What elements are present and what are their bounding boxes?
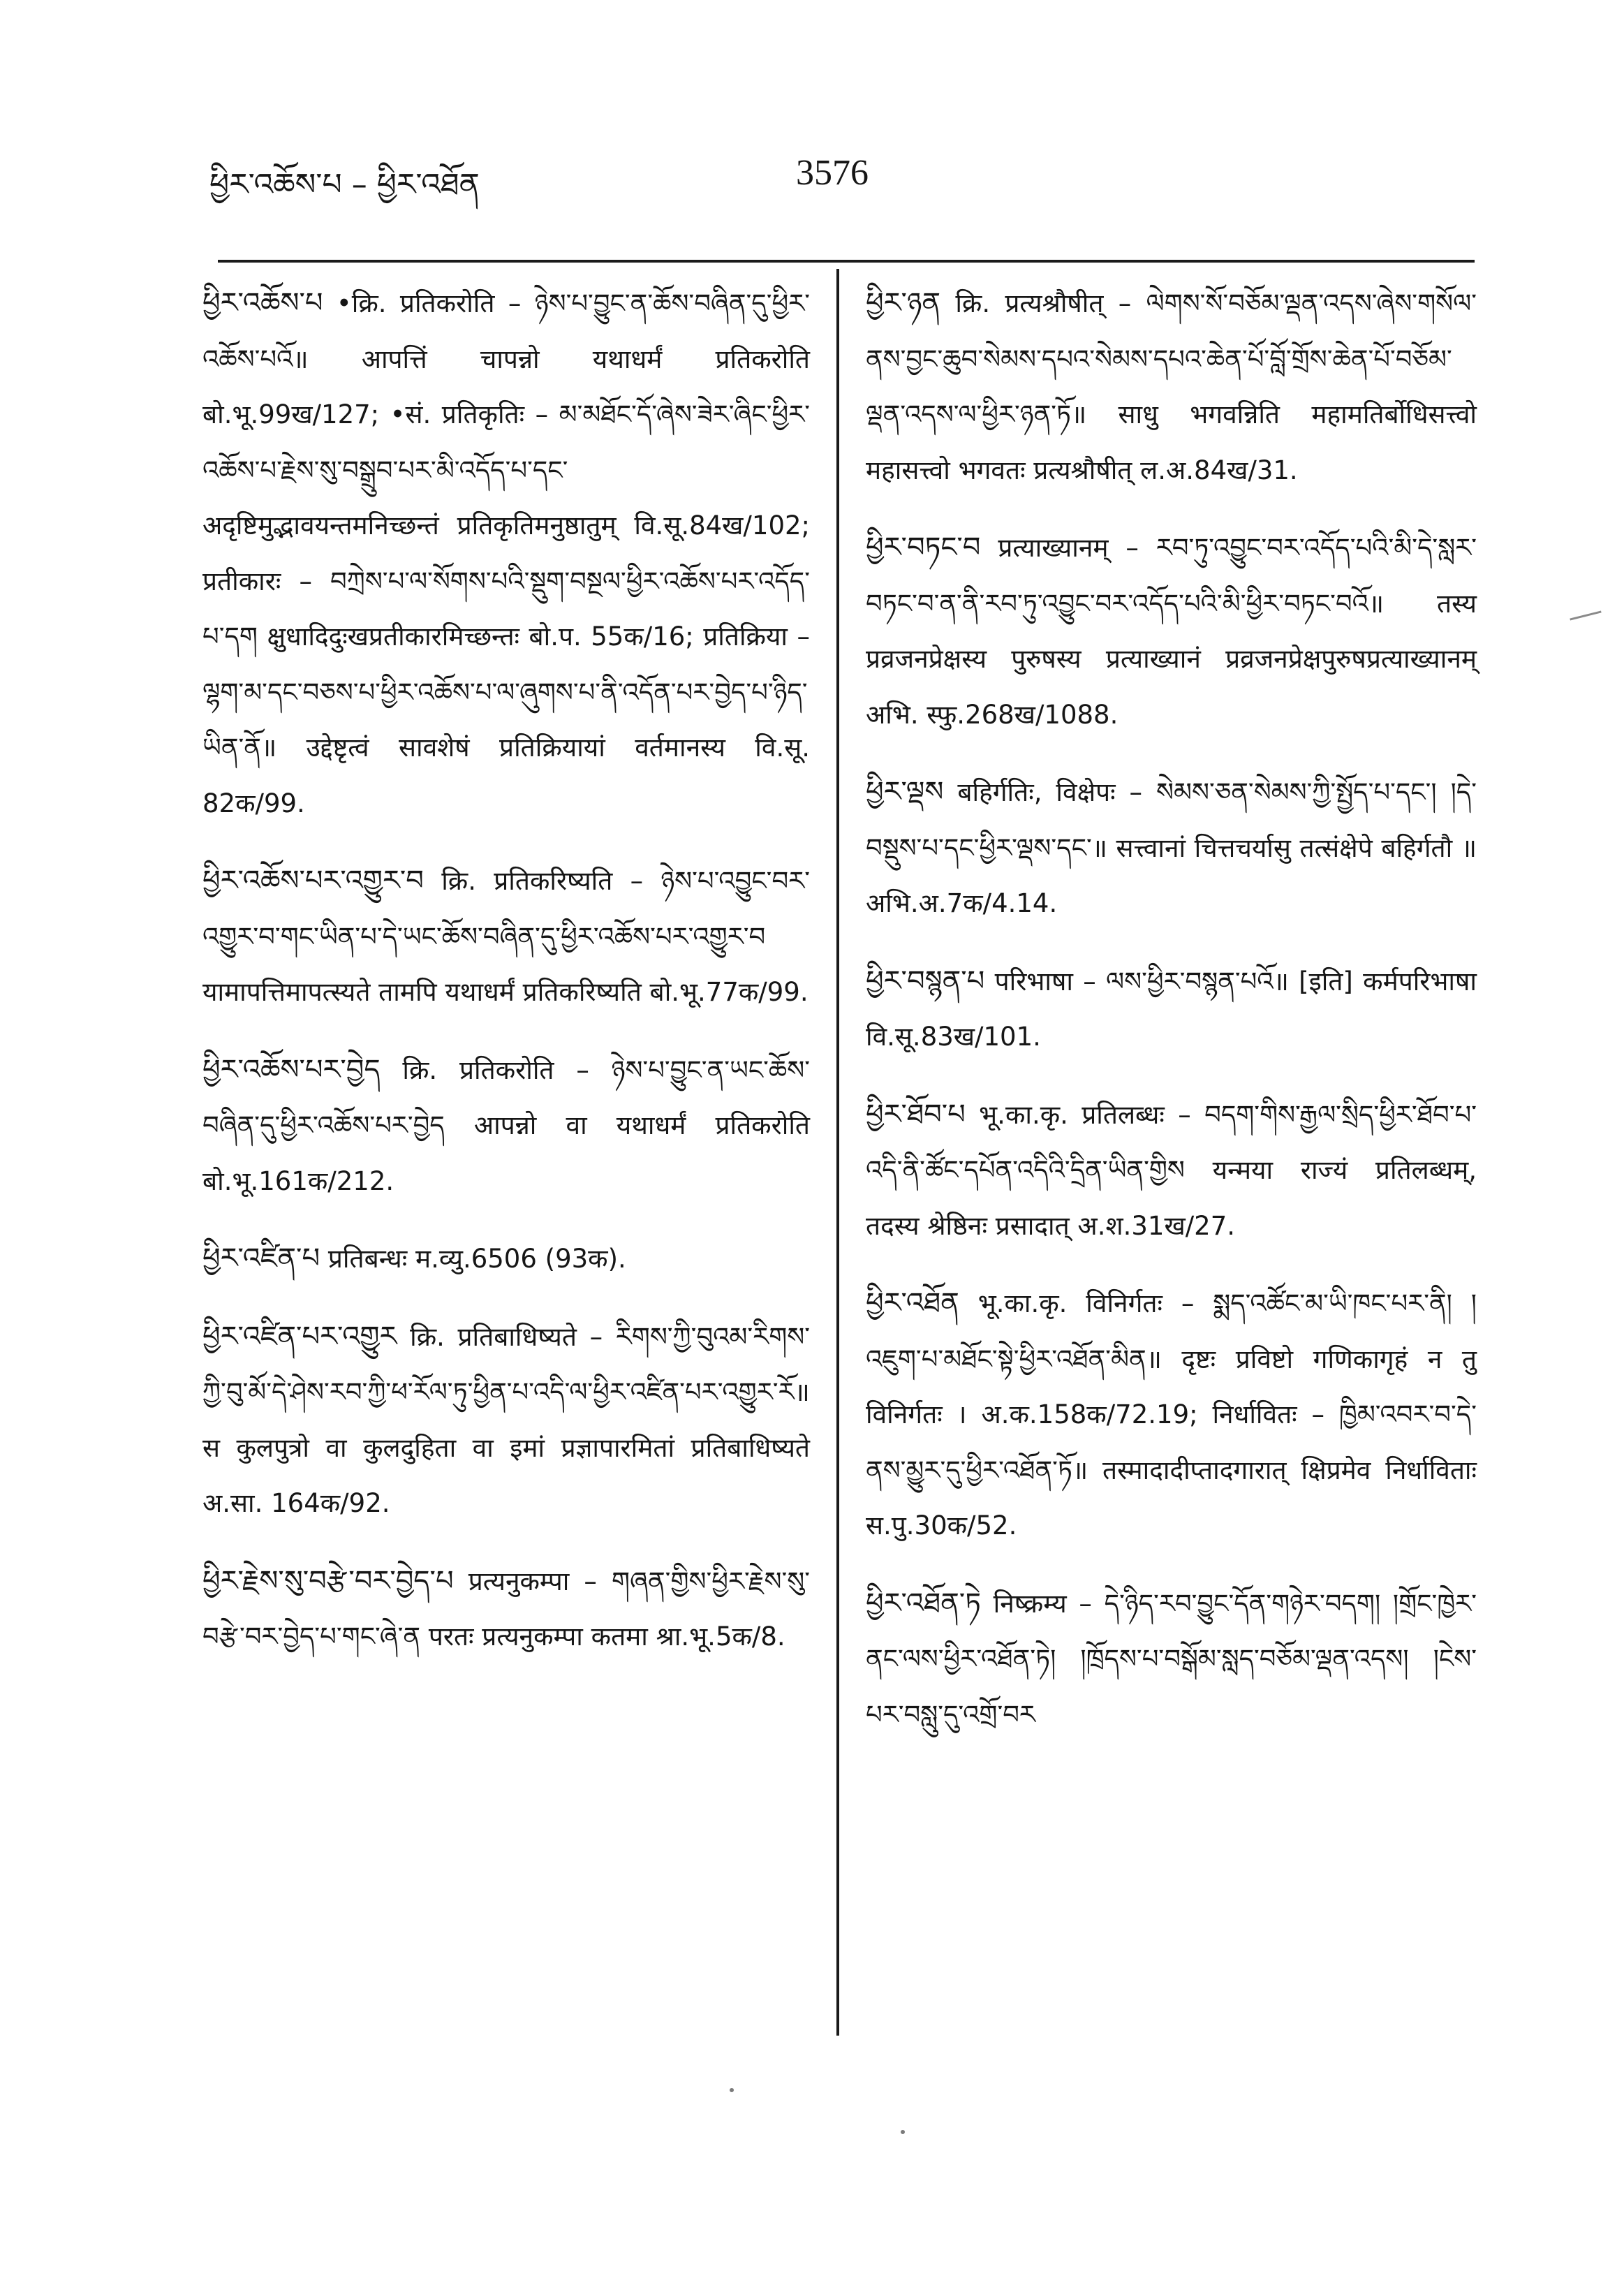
entry-text: निष्क्रम्य – དེ་ཉིད་རབ་བྱུང་དོན་གཉེར་བདག། །གྲོང་ཁྱེར་ནང་ལས་ཕྱིར་འཐོན་ཏེ། །ཁྲོདས་པ་བསྒོམ་སླད་བཅོམ་ལྡན་འདས། །ངེས་པར་བསླུ་དུ་འགྲོ་བར xyxy=(866,1588,1477,1730)
right-column xyxy=(866,276,1477,1765)
entry-text: भू.का.कृ. प्रतिलब्धः – བདག་གིས་རྒྱལ་སྲིད་ཕྱིར་ཐོབ་པ་འདི་ནི་ཚོང་དཔོན་འདིའི་དྲིན་ཡིན་གྱིས यन्मया राज्यं प्रतिलब्धम्, तदस्य श्रेष्ठिनः प्रसादात् अ.श.31ख/27. xyxy=(866,1099,1477,1241)
entry-headword: ཕྱིར་འཐོན xyxy=(866,1287,959,1319)
dictionary-entry xyxy=(866,954,1477,1065)
dictionary-entry xyxy=(866,765,1477,932)
entry-headword: ཕྱིར་འཆོས་པ xyxy=(202,287,323,319)
entry-text: प्रतिबन्धः म.व्यु.6506 (93क). xyxy=(320,1244,626,1274)
dictionary-entry xyxy=(202,276,810,831)
entry-text: क्रि. प्रतिबाधिष्यते – རིགས་ཀྱི་བུའམ་རིགས་ཀྱི་བུ་མོ་དེ་ཤེས་རབ་ཀྱི་ཕ་རོལ་ཏུ་ཕྱིན་པ་འདི་ལ་ཕྱིར་འཛིན་པར་འགྱུར་རོ॥ स कुलपुत्रो वा कुलदुहिता वा इमां प्रज्ञापारमितां प्रतिबाधिष्यते अ.सा. 164क/92. xyxy=(202,1321,810,1518)
page-number: 3576 xyxy=(796,153,869,193)
entry-headword: ཕྱིར་རྗེས་སུ་བརྩེ་བར་བྱེད་པ xyxy=(202,1564,454,1597)
dictionary-entry xyxy=(202,1231,810,1287)
entry-headword: ཕྱིར་འཛིན་པར་འགྱུར xyxy=(202,1320,397,1353)
header-rule xyxy=(218,260,1475,263)
entry-text: •क्रि. प्रतिकरोति – ཉེས་པ་བྱུང་ན་ཆོས་བཞིན་དུ་ཕྱིར་འཆོས་པའོ॥ आपत्तिं चापन्नो यथाधर्मं प्रतिकरोति बो.भू.99ख/127; •सं. प्रतिकृतिः – མ་མཐོང་དོ་ཞེས་ཟེར་ཞིང་ཕྱིར་འཆོས་པ་རྗེས་སུ་བསྒྲུབ་པར་མི་འདོད་པ་དང་ अदृष्टिमुद्भावयन्तमनिच्छन्तं प्रतिकृतिमनुष्ठातुम् वि.सू.84ख/102; प्रतीकारः – བཀྲེས་པ་ལ་སོགས་པའི་སྡུག་བསྔལ་ཕྱིར་འཆོས་པར་འདོད་པ་དག क्षुधादिदुःखप्रतीकारमिच्छन्तः बो.प. 55क/16; प्रतिक्रिया – ལྷག་མ་དང་བཅས་པ་ཕྱིར་འཆོས་པ་ལ་ཞུགས་པ་ནི་འདོན་པར་བྱེད་པ་ཉིད་ཡིན་ནོ॥ उद्देष्टृत्वं सावशेषं प्रतिक्रियायां वर्तमानस्य वि.सू. 82क/99. xyxy=(202,288,810,818)
entry-text: भू.का.कृ. विनिर्गतः – སྨད་འཚོང་མ་ཡི་ཁང་པར་ནི། །འཇུག་པ་མཐོང་སྟེ་ཕྱིར་འཐོན་མིན॥ दृष्टः प्रविष्टो गणिकागृहं न तु विनिर्गतः । अ.क.158क/72.19; निर्धावितः – ཁྱིམ་འབར་བ་དེ་ནས་མྱུར་དུ་ཕྱིར་འཐོན་ཏོ॥ तस्मादादीप्तादगारात् क्षिप्रमेव निर्धाविताः स.पु.30क/52. xyxy=(866,1288,1477,1541)
entry-text: प्रत्याख्यानम् – རབ་ཏུ་འབྱུང་བར་འདོད་པའི་མི་དེ་སླར་བཏང་བ་ན་ནི་རབ་ཏུ་འབྱུང་བར་འདོད་པའི་མི་ཕྱིར་བཏང་བའོ॥ तस्य प्रव्रजनप्रेक्षस्य पुरुषस्य प्रत्याख्यानं प्रव्रजनप्रेक्षपुरुषप्रत्याख्यानम् अभि. स्फु.268ख/1088. xyxy=(866,533,1477,730)
dictionary-entry xyxy=(866,520,1477,742)
running-head: ཕྱིར་འཆོས་པ – ཕྱིར་འཐོན xyxy=(209,167,480,203)
entry-headword: ཕྱིར་བཏང་བ xyxy=(866,531,981,564)
entry-headword: ཕྱིར་འཆོས་པར་འགྱུར་བ xyxy=(202,865,424,897)
entry-headword: ཕྱིར་འཛིན་པ xyxy=(202,1242,320,1274)
dictionary-entry xyxy=(202,1554,810,1665)
entry-text: क्रि. प्रतिकरोति – ཉེས་པ་བྱུང་ན་ཡང་ཆོས་བཞིན་དུ་ཕྱིར་འཆོས་པར་བྱེད आपन्नो वा यथाधर्मं प्रतिकरोति बो.भू.161क/212. xyxy=(202,1054,810,1196)
entry-text: बहिर्गतिः, विक्षेपः – སེམས་ཅན་སེམས་ཀྱི་སྤྱོད་པ་དང་། །དེ་བསྡུས་པ་དང་ཕྱིར་ལྡས་དང་॥ सत्त्वानां चित्तचर्यासु तत्संक्षेपे बहिर्गतौ ॥ अभि.अ.7क/4.14. xyxy=(866,777,1477,918)
entry-headword: ཕྱིར་ཉན xyxy=(866,287,941,319)
entry-text: परिभाषा – ལས་ཕྱིར་བསྙན་པའོ॥ [इति] कर्मपरिभाषा वि.सू.83ख/101. xyxy=(866,966,1477,1052)
scan-speck xyxy=(730,2088,734,2092)
entry-text: क्रि. प्रतिकरिष्यति – ཉེས་པ་འབྱུང་བར་འགྱུར་བ་གང་ཡིན་པ་དེ་ཡང་ཆོས་བཞིན་དུ་ཕྱིར་འཆོས་པར་འགྱུར་བ यामापत्तिमापत्स्यते तामपि यथाधर्मं प्रतिकरिष्यति बो.भू.77क/99. xyxy=(202,866,810,1007)
column-divider xyxy=(836,269,839,2036)
left-column xyxy=(202,276,810,1687)
dictionary-entry xyxy=(866,1576,1477,1743)
dictionary-entry xyxy=(866,1276,1477,1554)
dictionary-entry xyxy=(202,1043,810,1210)
entry-text: क्रि. प्रत्यश्रौषीत् – ལེགས་སོ་བཅོམ་ལྡན་འདས་ཞེས་གསོལ་ནས་བྱང་ཆུབ་སེམས་དཔའ་སེམས་དཔའ་ཆེན་པོ་བློ་གྲོས་ཆེན་པོ་བཅོམ་ལྡན་འདས་ལ་ཕྱིར་ཉན་ཏོ॥ साधु भगवन्निति महामतिर्बोधिसत्त्वो महासत्त्वो भगवतः प्रत्यश्रौषीत् ल.अ.84ख/31. xyxy=(866,288,1477,485)
entry-headword: ཕྱིར་འཆོས་པར་བྱེད xyxy=(202,1053,381,1086)
dictionary-entry xyxy=(202,1309,810,1531)
entry-headword: ཕྱིར་བསྙན་པ xyxy=(866,964,985,997)
dictionary-entry xyxy=(202,853,810,1020)
entry-text: प्रत्यनुकम्पा – གཞན་གྱིས་ཕྱིར་རྗེས་སུ་བརྩེ་བར་བྱེད་པ་གང་ཞེ་ན परतः प्रत्यनुकम्पा कतमा श्रा.भू.5क/8. xyxy=(202,1566,810,1652)
entry-headword: ཕྱིར་འཐོན་ཏེ xyxy=(866,1587,981,1619)
scan-mark xyxy=(1570,610,1601,620)
scan-speck xyxy=(901,2130,905,2134)
entry-headword: ཕྱིར་ལྡས xyxy=(866,776,944,808)
dictionary-entry xyxy=(866,1087,1477,1254)
entry-headword: ཕྱིར་ཐོབ་པ xyxy=(866,1098,966,1131)
dictionary-entry xyxy=(866,276,1477,498)
